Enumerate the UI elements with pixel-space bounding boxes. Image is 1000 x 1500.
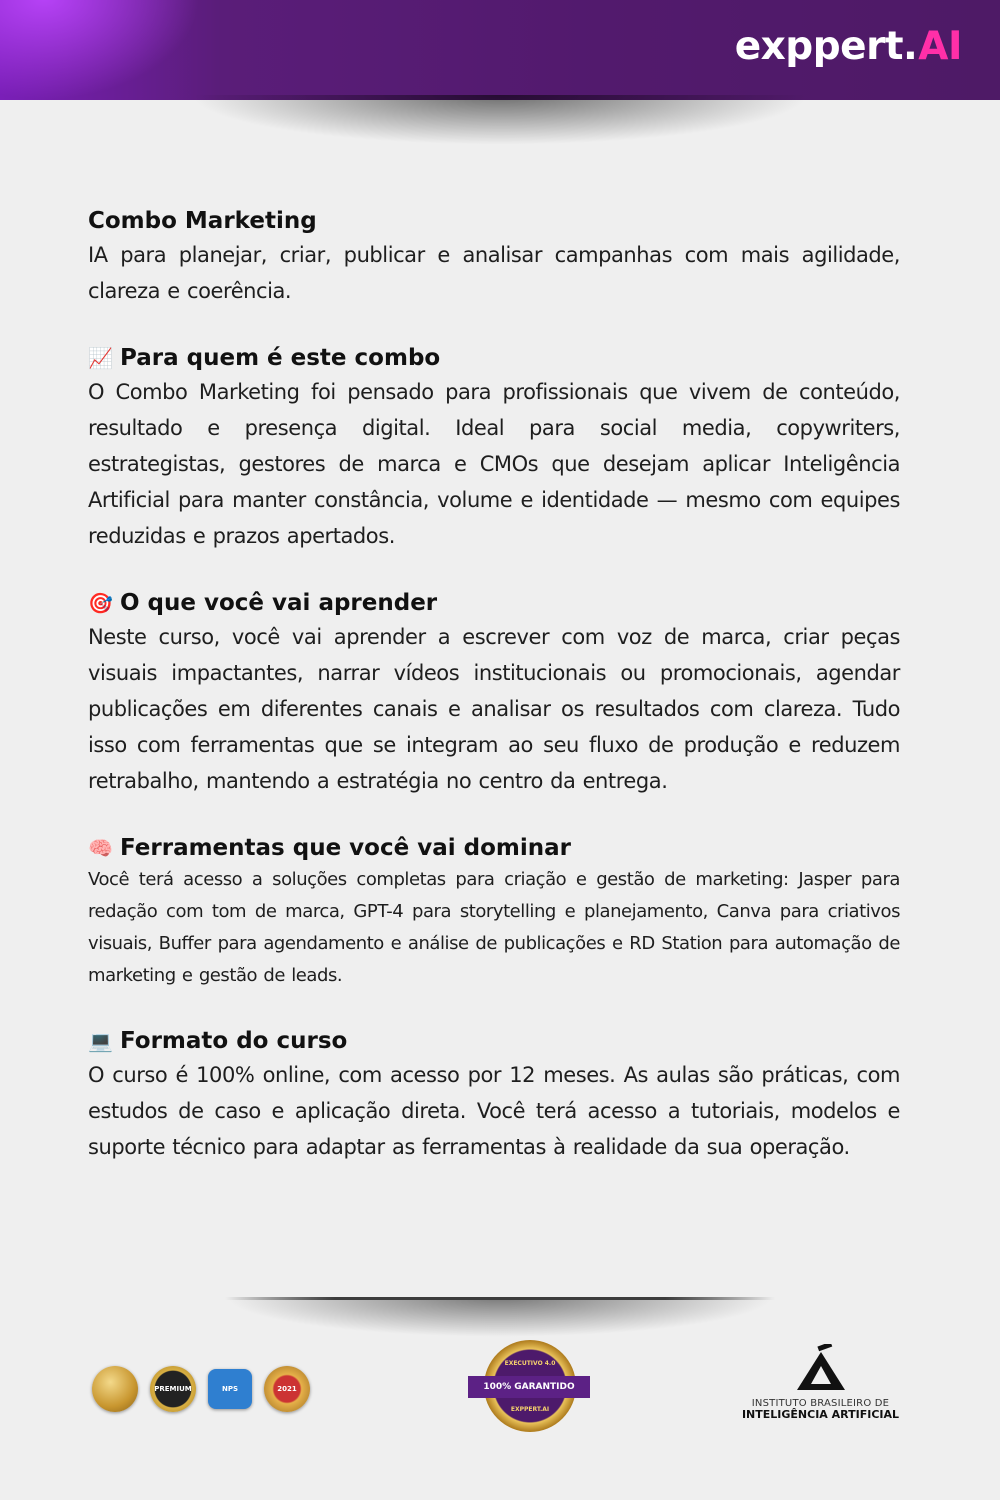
- section-tools: [88, 832, 900, 992]
- premium-badge-icon: [150, 1366, 196, 1412]
- institute-line1: INSTITUTO BRASILEIRO DE: [751, 1398, 890, 1409]
- section-title: Formato do curso: [120, 1028, 348, 1054]
- badge-label: NPS: [221, 1385, 239, 1393]
- section-heading: [88, 832, 900, 864]
- logo-text: exppert.: [734, 24, 918, 69]
- main-content: [88, 205, 900, 1198]
- section-text: Você terá acesso a soluções completas para criação e gestão de marketing: Jasper para redação com tom de marca, GPT-4 para storytelling e planejamento, Canva para criativos visuais, Buffer para agendamento e análise de publicações e RD Station para automação de marketing e gestão de leads.: [88, 869, 900, 986]
- header-bar: [0, 0, 1000, 100]
- intro-section: [88, 205, 900, 309]
- quality-badges: [92, 1366, 310, 1412]
- badge-label: 2021: [277, 1385, 297, 1393]
- target-icon: 🎯: [88, 591, 113, 615]
- header-shadow: [190, 95, 810, 145]
- section-text: O Combo Marketing foi pensado para profissionais que vivem de conteúdo, resultado e presença digital. Ideal para social media, copywriters, estrategistas, gestores de marca e CMOs que desejam aplicar Inteligência Artificial para manter constância, volume e identidade — mesmo com equipes reduzidas e prazos apertados.: [88, 380, 900, 548]
- institute-mark-icon: [791, 1344, 851, 1394]
- divider-shadow: [225, 1297, 775, 1337]
- nps-badge-icon: [208, 1369, 252, 1409]
- section-title: Ferramentas que você vai dominar: [120, 835, 571, 861]
- section-heading: [88, 1025, 900, 1057]
- intro-text: IA para planejar, criar, publicar e analisar campanhas com mais agilidade, clareza e coerência.: [88, 243, 900, 303]
- chart-increasing-icon: 📈: [88, 346, 113, 370]
- section-heading: [88, 587, 900, 619]
- premium-quality-seal-icon: [92, 1366, 138, 1412]
- section-format: [88, 1025, 900, 1165]
- award-2021-badge-icon: [264, 1366, 310, 1412]
- seal-ribbon: 100% GARANTIDO: [468, 1376, 590, 1398]
- guarantee-seal: [468, 1340, 590, 1436]
- section-target-audience: [88, 342, 900, 554]
- institute-logo: [738, 1344, 903, 1421]
- seal-bottom-text: EXPPERT.AI: [510, 1406, 550, 1413]
- brain-icon: 🧠: [88, 836, 113, 860]
- laptop-icon: 💻: [88, 1029, 113, 1053]
- badge-label: PREMIUM: [154, 1385, 192, 1393]
- seal-top-text: EXECUTIVO 4.0: [504, 1360, 556, 1367]
- section-title: Para quem é este combo: [120, 345, 441, 371]
- section-text: O curso é 100% online, com acesso por 12 meses. As aulas são práticas, com estudos de caso e aplicação direta. Você terá acesso a tutoriais, modelos e suporte técnico para adaptar as ferramentas à realidade da sua operação.: [88, 1063, 900, 1159]
- section-heading: [88, 342, 900, 374]
- section-text: Neste curso, você vai aprender a escrever com voz de marca, criar peças visuais impactantes, narrar vídeos institucionais ou promocionais, agendar publicações em diferentes canais e analisar os resultados com clareza. Tudo isso com ferramentas que se integram ao seu fluxo de produção e reduzem retrabalho, mantendo a estratégia no centro da entrega.: [88, 625, 900, 793]
- exppert-logo[interactable]: [735, 24, 962, 74]
- section-title: O que você vai aprender: [120, 590, 438, 616]
- institute-line2: INTELIGÊNCIA ARTIFICIAL: [741, 1408, 900, 1421]
- section-what-you-learn: [88, 587, 900, 799]
- divider-line: [225, 1297, 775, 1300]
- intro-title: Combo Marketing: [88, 208, 317, 234]
- logo-ai-text: AI: [918, 24, 962, 69]
